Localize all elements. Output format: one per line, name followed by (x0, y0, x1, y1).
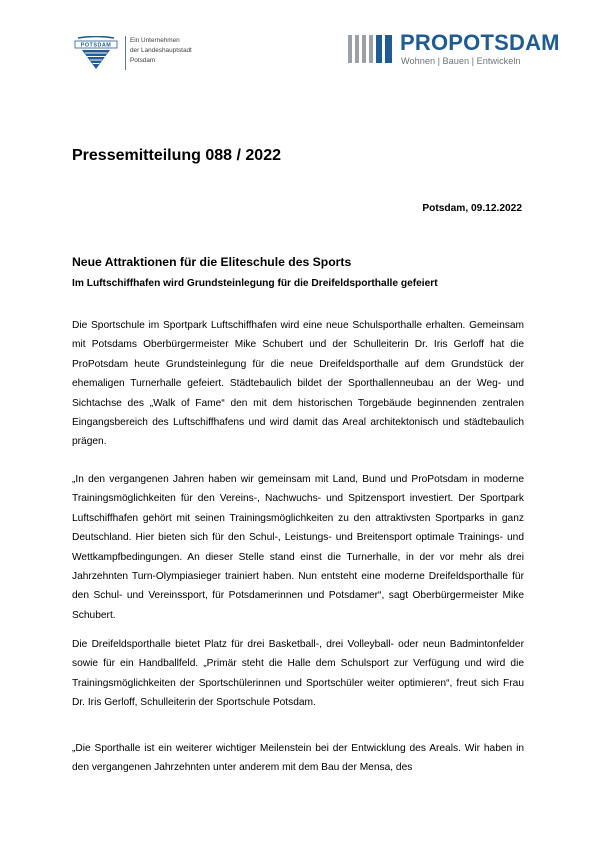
propotsdam-tagline: Wohnen | Bauen | Entwickeln (401, 56, 521, 66)
release-date: Potsdam, 09.12.2022 (422, 203, 522, 214)
potsdam-city-logo (72, 36, 120, 70)
body-paragraph: „In den vergangenen Jahren haben wir gemeinsam mit Land, Bund und ProPotsdam in moderne Trainingsmöglichkeiten für den Vereins-, Nachwuchs- und Spitzensport investiert. Der Sportpark Luftschiffhafen gehört mit seinen Trainingsmöglichkeiten zu den attraktivsten Sportparks in ganz Deutschland. Hier bieten sich für den Schul-, Leistungs- und Breitensport optimale Trainings- und Wettkampfbedingungen. An dieser Stelle stand einst die Turnerhalle, in der vor mehr als drei Jahrzehnten Turn-Olympiasieger trainiert haben. Nun entsteht eine moderne Dreifeldsporthalle für den Schul- und Vereinssport, für Potsdamerinnen und Potsdamer“, sagt Oberbürgermeister Mike Schubert. (72, 474, 524, 621)
body-paragraph: Die Sportschule im Sportpark Luftschiffhafen wird eine neue Schulsporthalle erhalten. Gemeinsam mit Potsdams Oberbürgermeister Mike Schubert und der Schulleiterin Dr. Iris Gerloff hat die ProPotsdam heute Grundsteinlegung für die neue Dreifeldsporthalle auf dem Grundstück der ehemaligen Turnerhalle gefeiert. Städtebaulich bildet der Sporthallenneubau an der Weg- und Sichtachse des „Walk of Fame“ den mit dem historischen Torgebäude beginnenden zentralen Eingangsbereich des Luftschiffhafens und wird damit das Areal architektonisch und städtebaulich prägen. (72, 320, 524, 448)
page-title: Pressemitteilung 088 / 2022 (72, 147, 281, 164)
logo-potsdam: POTSDAM (448, 30, 560, 55)
subheadline: Im Luftschiffhafen wird Grundsteinlegung für die Dreifeldsporthalle gefeiert (72, 278, 438, 289)
header-divider (125, 36, 126, 70)
body-paragraph: „Die Sporthalle ist ein weiterer wichtiger Meilenstein bei der Entwicklung des Areals. Wir haben in den vergangenen Jahrzehnten unter anderem mit dem Bau der Mensa, des (72, 743, 524, 774)
potsdam-logo-word: POTSDAM (80, 42, 112, 49)
headline: Neue Attraktionen für die Eliteschule des Sports (72, 255, 352, 269)
propotsdam-logo-text (400, 30, 560, 56)
logo-pro: PRO (400, 30, 449, 55)
affiliation-line: der Landeshauptstadt (130, 47, 192, 54)
body-paragraph: Die Dreifeldsporthalle bietet Platz für drei Basketball-, drei Volleyball- oder neun Badmintonfelder sowie für ein Handballfeld. „Primär steht die Halle dem Schulsport zur Verfügung und wird die Trainingsmöglichkeiten der Sportschülerinnen und Sportschüler weiter optimieren“, freut sich Frau Dr. Iris Gerloff, Schulleiterin der Sportschule Potsdam. (72, 639, 524, 709)
propotsdam-bars-icon (348, 33, 394, 65)
potsdam-affiliation (130, 36, 192, 66)
affiliation-line: Ein Unternehmen (130, 37, 180, 44)
affiliation-line: Potsdam (130, 57, 156, 64)
